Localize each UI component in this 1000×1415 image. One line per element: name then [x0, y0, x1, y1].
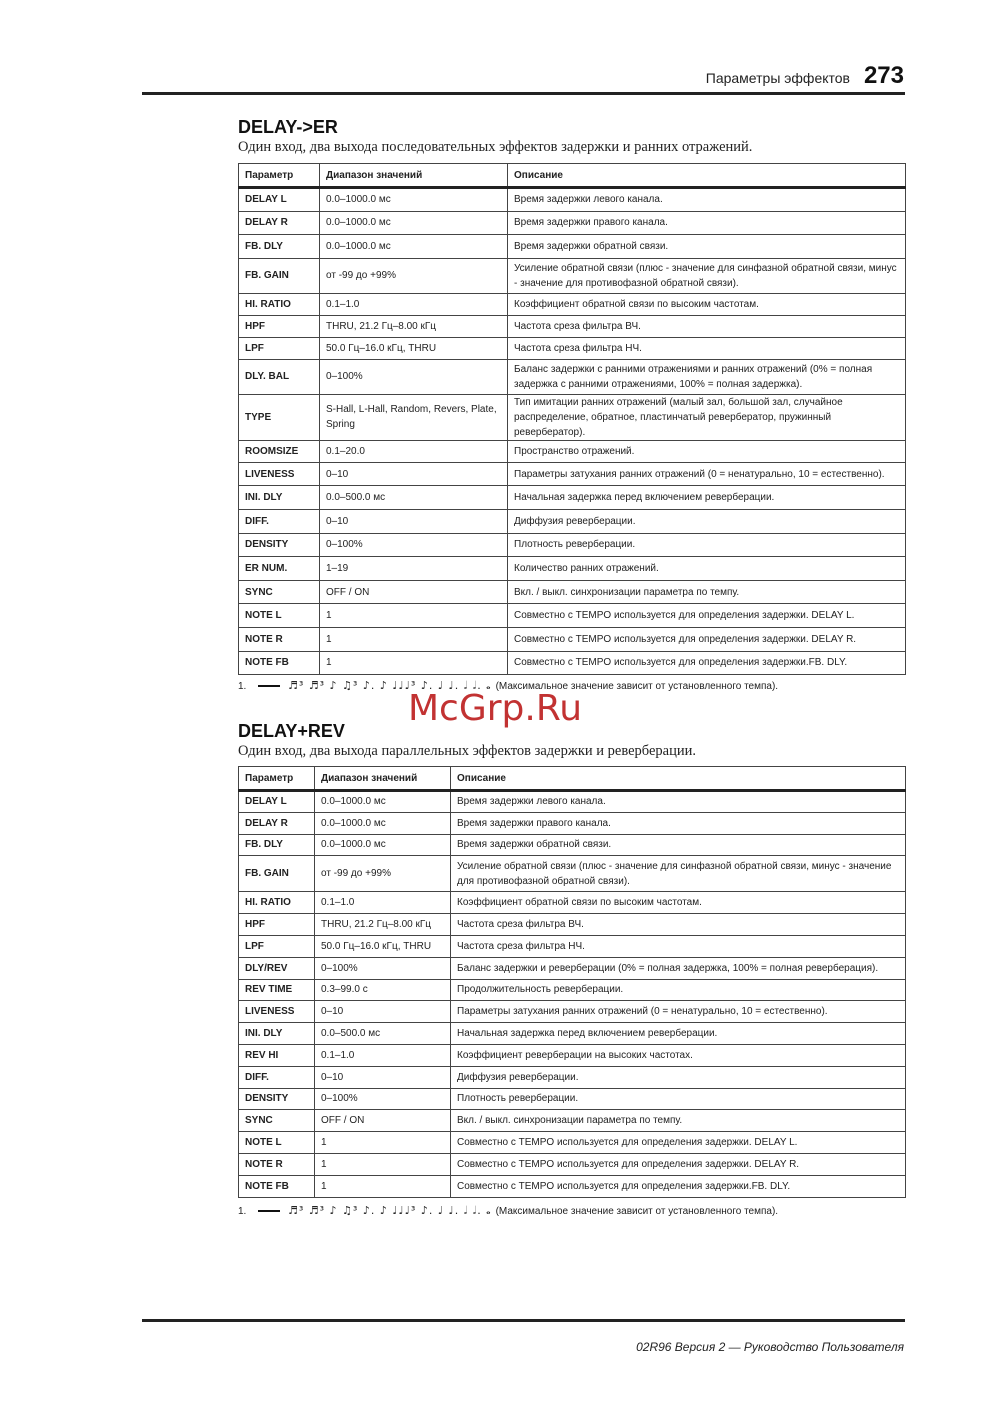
dash-icon: [258, 685, 280, 687]
range-cell: 1: [315, 1153, 451, 1175]
range-cell: OFF / ON: [315, 1110, 451, 1132]
range-cell: 1: [320, 604, 508, 628]
table-row: [239, 315, 906, 337]
description-cell: Время задержки правого канала.: [508, 211, 906, 235]
description-cell: Коэффициент реверберации на высоких частотах.: [451, 1044, 906, 1066]
section-subtitle-delay-er: Один вход, два выхода последовательных эффектов задержки и ранних отражений.: [238, 139, 753, 155]
range-cell: 0.0–1000.0 мс: [320, 235, 508, 259]
param-name-cell: DIFF.: [239, 1066, 315, 1088]
table-row: [239, 462, 906, 486]
param-name-cell: SYNC: [239, 1110, 315, 1132]
table-row: [239, 557, 906, 581]
description-cell: Начальная задержка перед включением реверберации.: [508, 486, 906, 510]
column-header-range: Диапазон значений: [315, 767, 451, 791]
description-cell: Совместно с TEMPO используется для определения задержки.FB. DLY.: [451, 1175, 906, 1197]
param-name-cell: DELAY R: [239, 211, 320, 235]
table-row: [239, 604, 906, 628]
range-cell: 0.0–1000.0 мс: [320, 211, 508, 235]
watermark: McGrp.Ru: [408, 688, 583, 729]
description-cell: Время задержки обратной связи.: [508, 235, 906, 259]
range-cell: 1: [320, 651, 508, 675]
table-row: [239, 394, 906, 440]
param-name-cell: FB. DLY: [239, 235, 320, 259]
description-cell: Диффузия реверберации.: [508, 509, 906, 533]
param-name-cell: DELAY L: [239, 791, 315, 813]
table-row: [239, 1175, 906, 1197]
table-row: [239, 1153, 906, 1175]
description-cell: Начальная задержка перед включением реверберации.: [451, 1023, 906, 1045]
range-cell: 0–100%: [320, 533, 508, 557]
table-row: [239, 791, 906, 813]
range-cell: OFF / ON: [320, 580, 508, 604]
description-cell: Параметры затухания ранних отражений (0 = ненатурально, 10 = естественно).: [451, 1001, 906, 1023]
column-header-range: Диапазон значений: [320, 164, 508, 188]
table-row: [239, 580, 906, 604]
table-row: [239, 258, 906, 293]
range-cell: 0.0–1000.0 мс: [320, 188, 508, 212]
description-cell: Усиление обратной связи (плюс - значение для синфазной обратной связи, минус - значение для противофазной обратной связи).: [451, 856, 906, 892]
footnote-text: (Максимальное значение зависит от установленного темпа).: [495, 681, 779, 692]
table-row: [239, 627, 906, 651]
description-cell: Коэффициент обратной связи по высоким частотам.: [451, 892, 906, 914]
table-row: [239, 834, 906, 856]
table-row: [239, 979, 906, 1001]
param-name-cell: REV HI: [239, 1044, 315, 1066]
section-subtitle-delay-rev: Один вход, два выхода параллельных эффектов задержки и реверберации.: [238, 743, 697, 759]
param-name-cell: FB. DLY: [239, 834, 315, 856]
table-row: [239, 486, 906, 510]
range-cell: 0.3–99.0 с: [315, 979, 451, 1001]
running-header-title: Параметры эффектов: [705, 70, 850, 86]
section-title-delay-rev: DELAY+REV: [238, 721, 345, 741]
param-name-cell: LIVENESS: [239, 462, 320, 486]
param-name-cell: DLY. BAL: [239, 359, 320, 394]
table-row: [239, 1132, 906, 1154]
param-name-cell: NOTE FB: [239, 651, 320, 675]
param-name-cell: HPF: [239, 914, 315, 936]
param-name-cell: ER NUM.: [239, 557, 320, 581]
description-cell: Баланс задержки и реверберации (0% = полная задержка, 100% = полная реверберация).: [451, 957, 906, 979]
param-name-cell: LIVENESS: [239, 1001, 315, 1023]
range-cell: S-Hall, L-Hall, Random, Revers, Plate, Spring: [320, 394, 508, 440]
range-cell: 0.1–1.0: [320, 293, 508, 315]
footer-text: 02R96 Версия 2 — Руководство Пользователя: [636, 1340, 904, 1354]
table-row: [239, 651, 906, 675]
table-row: [239, 957, 906, 979]
range-cell: 0.0–1000.0 мс: [315, 812, 451, 834]
range-cell: 50.0 Гц–16.0 кГц, THRU: [320, 337, 508, 359]
param-name-cell: DLY/REV: [239, 957, 315, 979]
footnote-number: 1.: [238, 1206, 247, 1217]
param-name-cell: DELAY L: [239, 188, 320, 212]
description-cell: Вкл. / выкл. синхронизации параметра по темпу.: [451, 1110, 906, 1132]
description-cell: Тип имитации ранних отражений (малый зал, большой зал, случайное распределение, обратное, пластинчатый ревербератор, пружинный ревербератор).: [508, 394, 906, 440]
description-cell: Вкл. / выкл. синхронизации параметра по темпу.: [508, 580, 906, 604]
param-name-cell: NOTE FB: [239, 1175, 315, 1197]
page-number: 273: [863, 62, 904, 89]
range-cell: 1: [315, 1175, 451, 1197]
table-row: [239, 1110, 906, 1132]
description-cell: Диффузия реверберации.: [451, 1066, 906, 1088]
param-name-cell: HI. RATIO: [239, 892, 315, 914]
description-cell: Баланс задержки с ранними отражениями и ранних отражений (0% = полная задержка с ранними отражениями, 100% = полная задержка).: [508, 359, 906, 394]
table-row: [239, 235, 906, 259]
table-row: [239, 1066, 906, 1088]
param-name-cell: DELAY R: [239, 812, 315, 834]
table-row: [239, 188, 906, 212]
description-cell: Усиление обратной связи (плюс - значение для синфазной обратной связи, минус - значение для противофазной обратной связи).: [508, 258, 906, 293]
table-row: [239, 533, 906, 557]
description-cell: Совместно с TEMPO используется для определения задержки. DELAY L.: [451, 1132, 906, 1154]
column-header-desc: Описание: [451, 767, 906, 791]
table-header-row: [239, 164, 906, 188]
param-name-cell: DENSITY: [239, 533, 320, 557]
description-cell: Частота среза фильтра НЧ.: [508, 337, 906, 359]
description-cell: Совместно с TEMPO используется для определения задержки. DELAY R.: [451, 1153, 906, 1175]
description-cell: Время задержки обратной связи.: [451, 834, 906, 856]
param-name-cell: NOTE L: [239, 604, 320, 628]
range-cell: от -99 до +99%: [315, 856, 451, 892]
description-cell: Параметры затухания ранних отражений (0 = ненатурально, 10 = естественно).: [508, 462, 906, 486]
description-cell: Пространство отражений.: [508, 440, 906, 462]
description-cell: Количество ранних отражений.: [508, 557, 906, 581]
table-row: [239, 359, 906, 394]
range-cell: от -99 до +99%: [320, 258, 508, 293]
range-cell: 50.0 Гц–16.0 кГц, THRU: [315, 935, 451, 957]
range-cell: 1: [320, 627, 508, 651]
note-values-icon: ♬³ ♬³ ♪ ♫³ ♪. ♪ ♩♩♩³ ♪. ♩ ♩. 𝅗𝅥 𝅗𝅥. 𝅝: [288, 679, 492, 692]
param-name-cell: DENSITY: [239, 1088, 315, 1110]
table-row: [239, 856, 906, 892]
range-cell: 0.0–1000.0 мс: [315, 834, 451, 856]
param-name-cell: HPF: [239, 315, 320, 337]
description-cell: Частота среза фильтра ВЧ.: [451, 914, 906, 936]
table-row: [239, 509, 906, 533]
param-name-cell: INI. DLY: [239, 1023, 315, 1045]
param-name-cell: REV TIME: [239, 979, 315, 1001]
table-row: [239, 1023, 906, 1045]
column-header-param: Параметр: [239, 164, 320, 188]
description-cell: Совместно с TEMPO используется для определения задержки. DELAY L.: [508, 604, 906, 628]
param-name-cell: TYPE: [239, 394, 320, 440]
description-cell: Плотность реверберации.: [508, 533, 906, 557]
param-name-cell: INI. DLY: [239, 486, 320, 510]
description-cell: Время задержки левого канала.: [451, 791, 906, 813]
range-cell: 0–10: [320, 509, 508, 533]
param-name-cell: NOTE R: [239, 1153, 315, 1175]
table-header-row: [239, 767, 906, 791]
column-header-desc: Описание: [508, 164, 906, 188]
range-cell: 0.0–1000.0 мс: [315, 791, 451, 813]
range-cell: THRU, 21.2 Гц–8.00 кГц: [320, 315, 508, 337]
description-cell: Плотность реверберации.: [451, 1088, 906, 1110]
table-row: [239, 1001, 906, 1023]
footer-rule: [142, 1319, 905, 1322]
param-name-cell: FB. GAIN: [239, 856, 315, 892]
description-cell: Продолжительность реверберации.: [451, 979, 906, 1001]
table-row: [239, 440, 906, 462]
column-header-param: Параметр: [239, 767, 315, 791]
range-cell: 0–100%: [315, 1088, 451, 1110]
footnote-text: (Максимальное значение зависит от установленного темпа).: [495, 1206, 779, 1217]
table-row: [239, 935, 906, 957]
param-name-cell: LPF: [239, 935, 315, 957]
dash-icon: [258, 1210, 280, 1212]
footnote-number: 1.: [238, 681, 247, 692]
table-row: [239, 914, 906, 936]
param-name-cell: NOTE R: [239, 627, 320, 651]
param-name-cell: FB. GAIN: [239, 258, 320, 293]
param-name-cell: NOTE L: [239, 1132, 315, 1154]
footnote-delay-rev: [238, 1204, 918, 1218]
table-row: [239, 293, 906, 315]
description-cell: Совместно с TEMPO используется для определения задержки. DELAY R.: [508, 627, 906, 651]
description-cell: Частота среза фильтра ВЧ.: [508, 315, 906, 337]
table-row: [239, 892, 906, 914]
table-row: [239, 1044, 906, 1066]
param-name-cell: DIFF.: [239, 509, 320, 533]
range-cell: 0.1–20.0: [320, 440, 508, 462]
param-name-cell: SYNC: [239, 580, 320, 604]
table-row: [239, 812, 906, 834]
range-cell: 0.1–1.0: [315, 1044, 451, 1066]
section-title-delay-er: DELAY->ER: [238, 117, 338, 137]
description-cell: Коэффициент обратной связи по высоким частотам.: [508, 293, 906, 315]
range-cell: 0–10: [315, 1001, 451, 1023]
range-cell: 1: [315, 1132, 451, 1154]
description-cell: Время задержки правого канала.: [451, 812, 906, 834]
description-cell: Совместно с TEMPO используется для определения задержки.FB. DLY.: [508, 651, 906, 675]
param-name-cell: HI. RATIO: [239, 293, 320, 315]
range-cell: 0.1–1.0: [315, 892, 451, 914]
range-cell: 0–10: [315, 1066, 451, 1088]
table-row: [239, 337, 906, 359]
param-name-cell: LPF: [239, 337, 320, 359]
description-cell: Время задержки левого канала.: [508, 188, 906, 212]
params-table-delay-rev: [238, 766, 906, 1198]
table-row: [239, 1088, 906, 1110]
range-cell: THRU, 21.2 Гц–8.00 кГц: [315, 914, 451, 936]
header-rule: [142, 92, 905, 95]
range-cell: 0–100%: [315, 957, 451, 979]
params-table-delay-er: [238, 163, 906, 675]
range-cell: 0–10: [320, 462, 508, 486]
description-cell: Частота среза фильтра НЧ.: [451, 935, 906, 957]
range-cell: 0–100%: [320, 359, 508, 394]
param-name-cell: ROOMSIZE: [239, 440, 320, 462]
range-cell: 1–19: [320, 557, 508, 581]
table-row: [239, 211, 906, 235]
note-values-icon: ♬³ ♬³ ♪ ♫³ ♪. ♪ ♩♩♩³ ♪. ♩ ♩. 𝅗𝅥 𝅗𝅥. 𝅝: [288, 1204, 492, 1217]
range-cell: 0.0–500.0 мс: [315, 1023, 451, 1045]
range-cell: 0.0–500.0 мс: [320, 486, 508, 510]
